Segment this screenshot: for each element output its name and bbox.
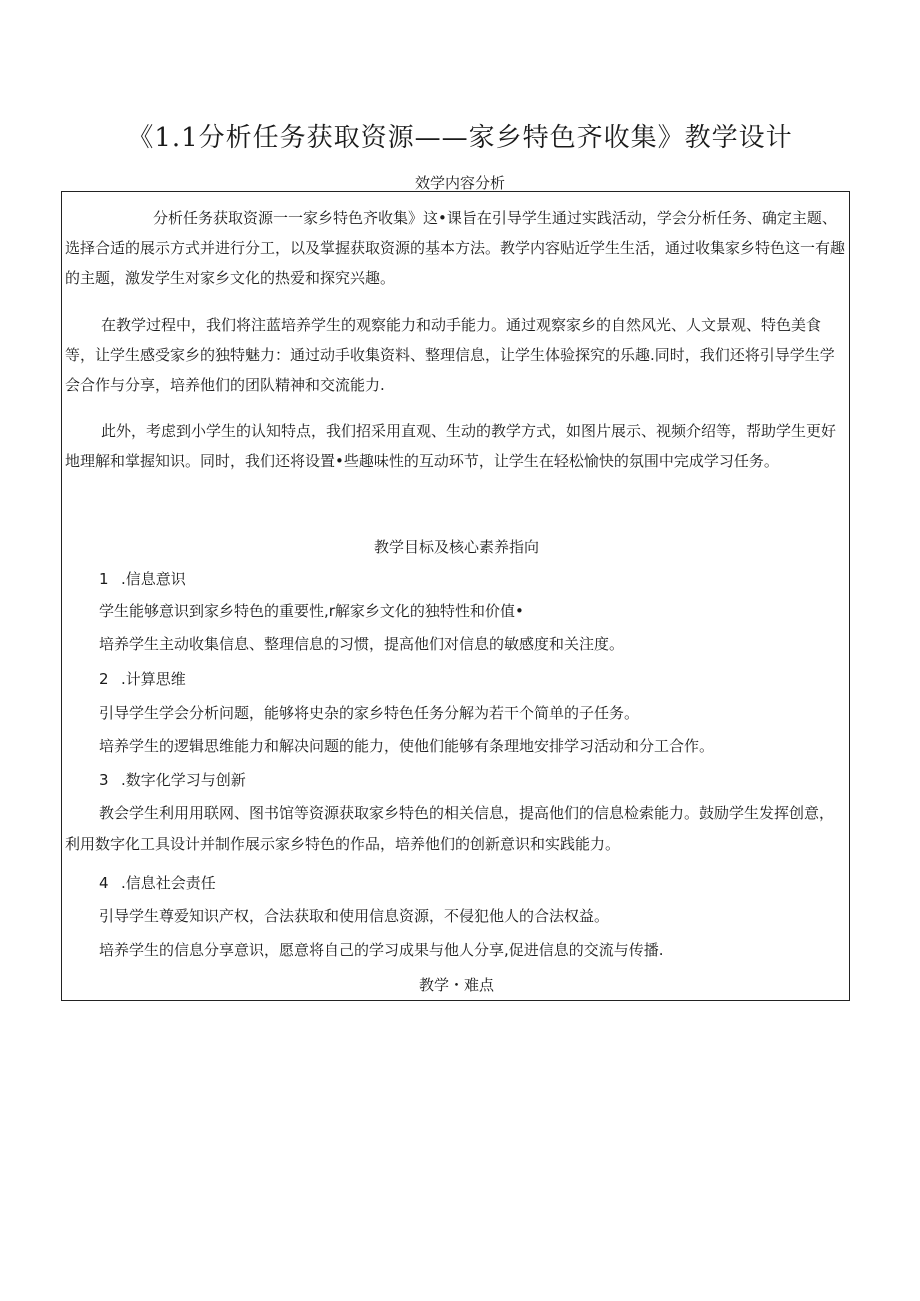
goal-line: 教会学生利用用联网、图书馆等资源获取家乡特色的相关信息，提高他们的信息检索能力。鼓励学生发挥创意，利用数字化工具设计并制作展示家乡特色的作品，培养他们的创新意识和实践能力。 <box>65 804 835 853</box>
section-caption-content-analysis: 效学内容分析 <box>414 174 505 192</box>
goal-title: .信息社会责任 <box>121 874 216 892</box>
goal-heading-1 <box>99 564 186 594</box>
content-table <box>61 191 850 1001</box>
analysis-paragraph-1: 分析任务获取资源一一家乡特色齐收集》这•课旨在引导学生通过实践活动，学会分析任务、确定主题、选择合适的展示方式并进行分工，以及掌握获取资源的基本方法。教学内容贴近学生生活，通过收集家乡特色这一有趣的主题，激发学生对家乡文化的热爱和探究兴趣。 <box>65 209 846 287</box>
goal-line: 培养学生的逻辑思维能力和解决问题的能力，使他们能够有条理地安排学习活动和分工合作。 <box>99 737 715 755</box>
section-caption-goals: 教学目标及核心素养指向 <box>373 538 539 556</box>
analysis-paragraph-3: 此外，考虑到小学生的认知特点，我们招采用直观、生动的教学方式，如图片展示、视频介绍等，帮助学生更好地理解和掌握知识。同时，我们还将设置•些趣味性的互动环节，让学生在轻松愉快的氛围中完成学习任务。 <box>65 422 837 470</box>
goal-number: 4 <box>99 874 109 892</box>
goal-number: 1 <box>99 570 109 588</box>
analysis-paragraph-2: 在教学过程中，我们将注蓝培养学生的观察能力和动手能力。通过观察家乡的自然风光、人文景观、特色美食等，让学生感受家乡的独特魅力：通过动手收集资料、整理信息，让学生体验探究的乐趣.同时，我们还将引导学生学会合作与分享，培养他们的团队精神和交流能力. <box>65 316 835 394</box>
goal-title: .计算思维 <box>121 670 186 688</box>
goal-line: 引导学生尊爱知识产权，合法获取和使用信息资源，不侵犯他人的合法权益。 <box>99 907 610 925</box>
goal-title: .数字化学习与创新 <box>121 771 246 789</box>
goal-line: 学生能够意识到家乡特色的重要性,r解家乡文化的独特性和价值• <box>99 602 524 620</box>
goal-heading-4 <box>99 868 216 898</box>
goal-line: 培养学生的信息分享意识，愿意将自己的学习成果与他人分享,促进信息的交流与传播. <box>99 941 664 959</box>
goal-heading-3 <box>99 765 246 795</box>
goal-number: 2 <box>99 670 109 688</box>
goal-title: .信息意识 <box>121 570 186 588</box>
section-caption-key-points: 教学・难点 <box>418 976 494 994</box>
goal-line: 培养学生主动收集信息、整理信息的习惯，提高他们对信息的敏感度和关注度。 <box>99 635 625 653</box>
document-title: 《1.1分析任务获取资源——家乡特色齐收集》教学设计 <box>127 123 793 153</box>
goal-number: 3 <box>99 771 109 789</box>
goal-heading-2 <box>99 664 186 694</box>
goal-line: 引导学生学会分析问题，能够将史杂的家乡特色任务分解为若干个简单的子任务。 <box>99 704 640 722</box>
